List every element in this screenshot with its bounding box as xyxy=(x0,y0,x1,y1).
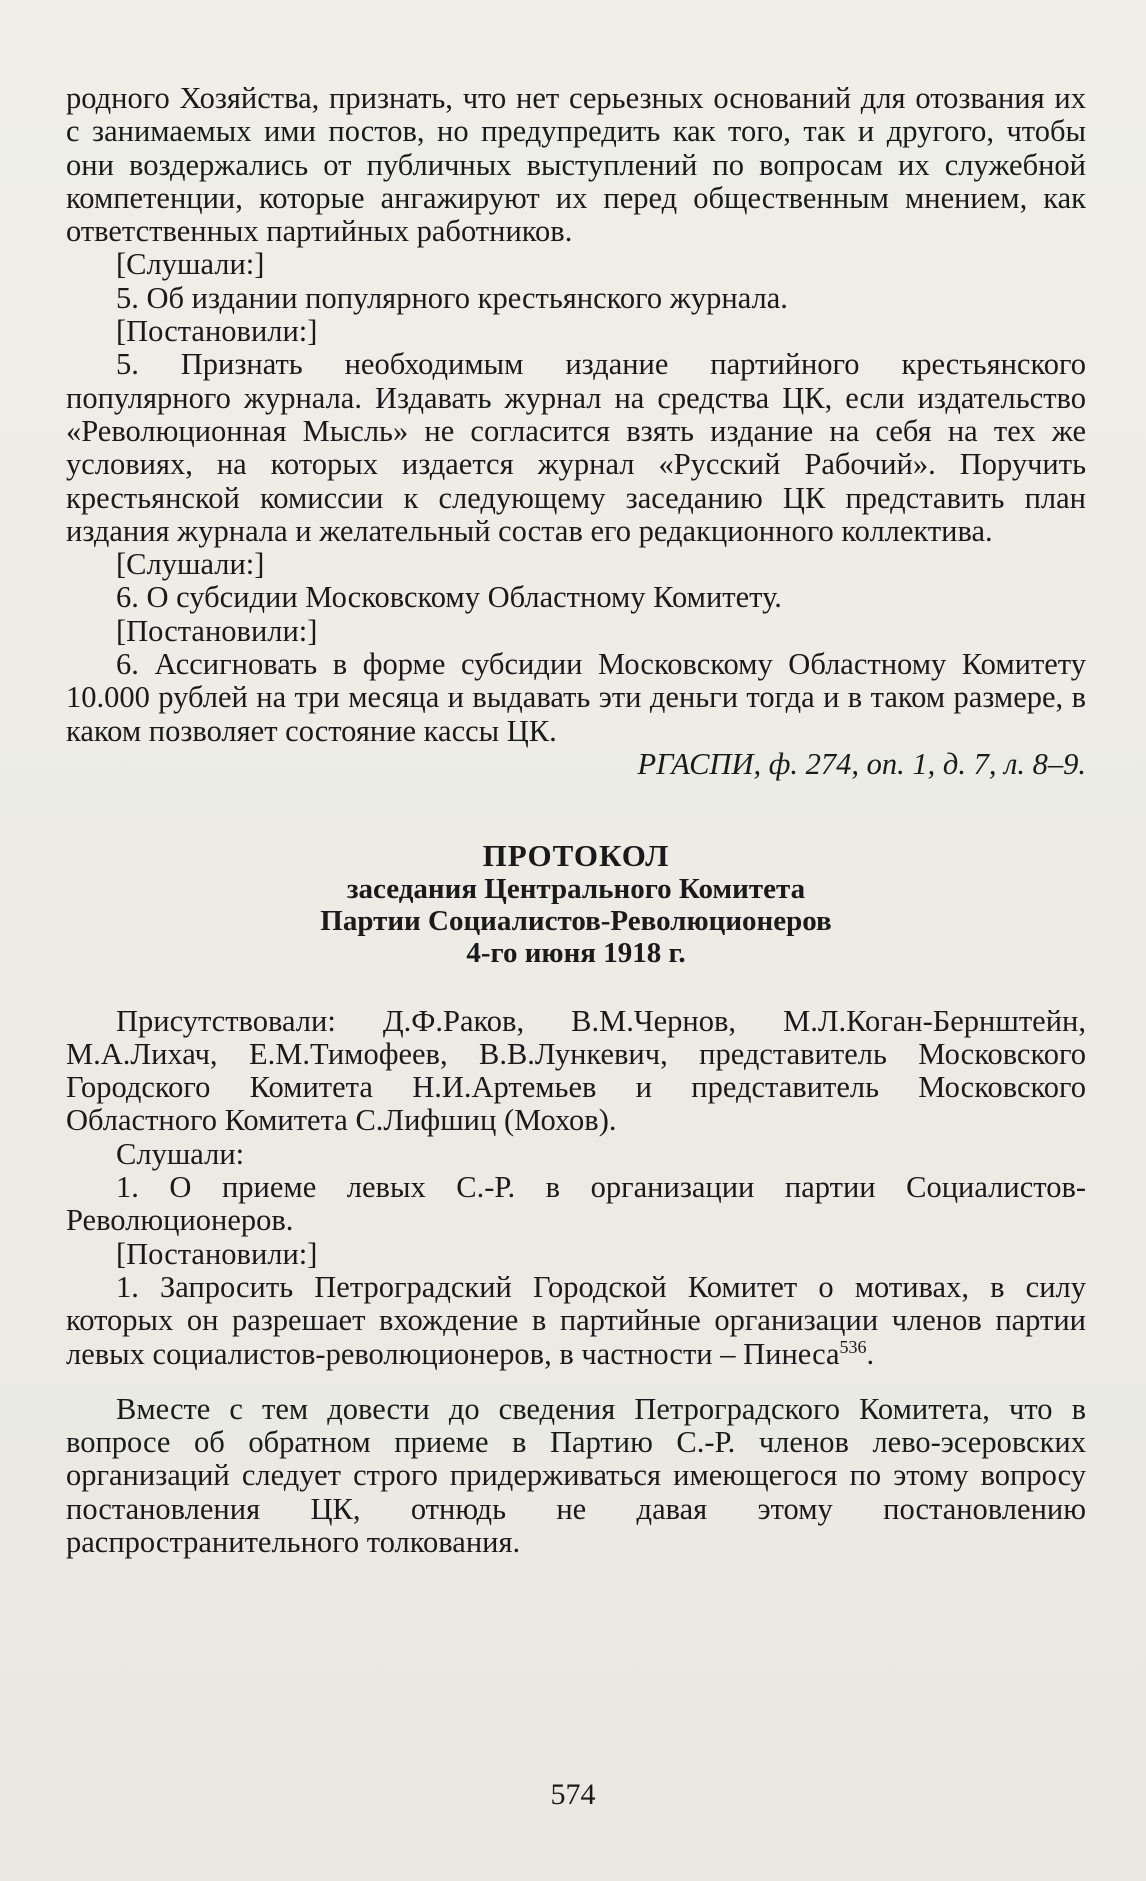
section-label: [Постановили:] xyxy=(116,613,318,648)
section-label: [Слушали:] xyxy=(116,547,265,582)
section-label: [Слушали:] xyxy=(116,247,265,282)
final-paragraph: Вместе с тем довести до сведения Петроградского Комитета, что в вопросе об обратном приеме в Партию С.-Р. членов лево-эсеровских организаций следует строго придерживаться имеющегося по этому вопросу постановления ЦК, отнюдь не давая этому постановлению распространительного толкования. xyxy=(66,1391,1086,1559)
decided-text xyxy=(66,1271,1086,1371)
text-body xyxy=(66,82,1086,1559)
section-label: [Постановили:] xyxy=(116,314,318,349)
decided-text-end: . xyxy=(866,1336,875,1371)
section-text: 5. Об издании популярного крестьянского журнала. xyxy=(116,280,788,315)
protocol-subtitle-2: Партии Социалистов-Революционеров xyxy=(320,904,832,937)
page-number: 574 xyxy=(550,1778,596,1811)
footnote-reference: 536 xyxy=(839,1336,867,1357)
protocol-title: ПРОТОКОЛ xyxy=(482,838,670,874)
attendees-paragraph: Присутствовали: Д.Ф.Раков, В.М.Чернов, М.Л.Коган-Бернштейн, М.А.Лихач, Е.М.Тимофеев, В.В.Лункевич, представитель Московского Городского Комитета Н.И.Артемьев и представитель Московского Областного Комитета С.Лифшиц (Мохов). xyxy=(66,1003,1086,1138)
listened-label: Слушали: xyxy=(116,1136,245,1171)
decided-text-body: 1. Запросить Петроградский Городской Комитет о мотивах, в силу которых он разрешает вхождение в партийные организации членов партии левых социалистов-революционеров, в частности – Пинеса xyxy=(66,1269,1086,1371)
section-text: 6. Ассигновать в форме субсидии Московскому Областному Комитету 10.000 рублей на три месяца и выдавать эти деньги тогда и в таком размере, в каком позволяет состояние кассы ЦК. xyxy=(66,647,1086,748)
section-text: 5. Признать необходимым издание партийного крестьянского популярного журнала. Издавать журнал на средства ЦК, если издательство «Революционная Мысль» не согласится взять издание на себя на тех же условиях, на которых издается журнал «Русский Рабочий». Поручить крестьянской комиссии к следующему заседанию ЦК представить план издания журнала и желательный состав его редакционного коллектива. xyxy=(66,347,1086,548)
continuation-paragraph: родного Хозяйства, признать, что нет серьезных оснований для отозвания их с занимаемых ими постов, но предупредить как того, так и другого, чтобы они воздержались от публичных выступлений по вопросам их служебной компетенции, которые ангажируют их перед общественным мнением, как ответственных партийных работников. xyxy=(66,81,1086,249)
protocol-subtitle-1: заседания Центрального Комитета xyxy=(346,872,806,905)
protocol-date: 4-го июня 1918 г. xyxy=(466,936,686,969)
section-text: 6. О субсидии Московскому Областному Комитету. xyxy=(116,580,782,615)
listened-text: 1. О приеме левых С.-Р. в организации партии Социалистов-Революционеров. xyxy=(66,1170,1086,1238)
archive-citation: РГАСПИ, ф. 274, оп. 1, д. 7, л. 8–9. xyxy=(637,746,1086,781)
protocol-heading xyxy=(66,839,1086,968)
decided-label: [Постановили:] xyxy=(116,1236,318,1271)
